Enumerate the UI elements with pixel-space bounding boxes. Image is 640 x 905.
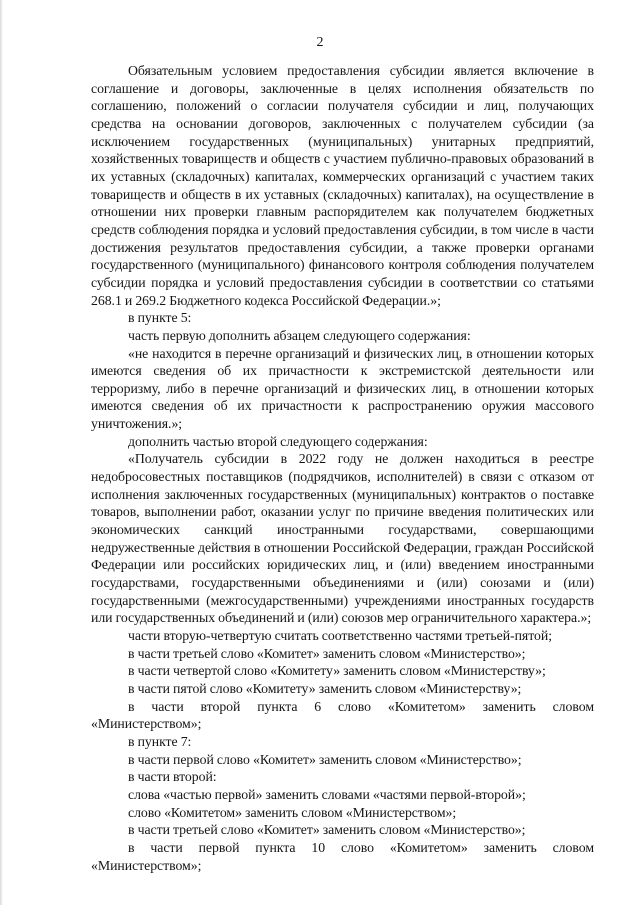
paragraph-point-7-heading: в пункте 7:	[128, 733, 192, 749]
paragraph-point-10-replace: в части первой пункта 10 слово «Комитетом» заменить словом «Министерством»;	[91, 839, 594, 873]
paragraph-subsidy-condition: Обязательным условием предоставления субсидии является включение в соглашение и договоры, заключенные в целях исполнения обязательств по соглашению, положений о согласии получателя субсидии и лиц, получающих средства на основании договоров, заключенных с получателем субсидии (за исключением государственных (муниципальных) унитарных предприятий, хозяйственных товариществ и обществ с участием публично-правовых образований в их уставных (складочных) капиталах, коммерческих организаций с участием таких товариществ и обществ в их уставных (складочных) капиталах), на осуществление в отношении них проверки главным распорядителем как получателем бюджетных средств соблюдения порядка и условий предоставления субсидии, в том числе в части достижения результатов предоставления субсидии, а также проверки органами государственного (муниципального) финансового контроля соблюдения получателем субсидии порядка и условий предоставления субсидии в соответствии со статьями 268.1 и 269.2 Бюджетного кодекса Российской Федерации.»;	[91, 63, 594, 308]
paragraph-point-7-part-two-heading: в части второй:	[128, 769, 217, 785]
page-number: 2	[316, 35, 324, 50]
paragraph-point-5-heading: в пункте 5:	[128, 310, 192, 326]
paragraph-point-7-part-one: в части первой слово «Комитет» заменить словом «Министерство»;	[128, 751, 522, 767]
paragraph-point-6-replace: в части второй пункта 6 слово «Комитетом» заменить словом «Министерством»;	[91, 698, 594, 732]
paragraph-part-five-replace: в части пятой слово «Комитету» заменить словом «Министерству»;	[128, 680, 522, 696]
paragraph-words-replace: слова «частью первой» заменить словами «частями первой-второй»;	[128, 786, 526, 802]
paragraph-part-three-replace: в части третьей слово «Комитет» заменить словом «Министерство»;	[128, 645, 526, 661]
paragraph-point-7-part-three: в части третьей слово «Комитет» заменить словом «Министерство»;	[128, 822, 526, 838]
paragraph-renumber-parts: части вторую-четвертую считать соответственно частями третьей-пятой;	[128, 628, 552, 643]
paragraph-part-two-addition: дополнить частью второй следующего содержания:	[128, 433, 428, 449]
paragraph-part-one-addition: часть первую дополнить абзацем следующего содержания:	[128, 327, 471, 343]
paragraph-extremism-list: «не находится в перечне организаций и физических лиц, в отношении которых имеются сведения об их причастности к экстремистской деятельности или терроризму, либо в перечне организаций и физических лиц, в отношении которых имеются сведения об их причастности к распространению оружия массового уничтожения.»;	[91, 345, 594, 432]
scan-edge	[0, 0, 3, 905]
paragraph-part-four-replace: в части четвертой слово «Комитету» заменить словом «Министерству»;	[128, 663, 546, 679]
document-body	[91, 62, 594, 874]
paragraph-word-committee-replace: слово «Комитетом» заменить словом «Министерством»;	[128, 804, 457, 820]
paragraph-unfair-suppliers: «Получатель субсидии в 2022 году не должен находиться в реестре недобросовестных поставщиков (подрядчиков, исполнителей) в связи с отказом от исполнения заключенных государственных (муниципальных) контрактов о поставке товаров, выполнении работ, оказании услуг по причине введения политических или экономических санкций иностранными государствами, совершающими недружественные действия в отношении Российской Федерации, граждан Российской Федерации или российских юридических лиц, и (или) введением иностранными государствами, государственными объединениями и (или) союзами и (или) государственными (межгосударственными) учреждениями иностранных государств или государственных объединений и (или) союзов мер ограничительного характера.»;	[91, 451, 594, 626]
